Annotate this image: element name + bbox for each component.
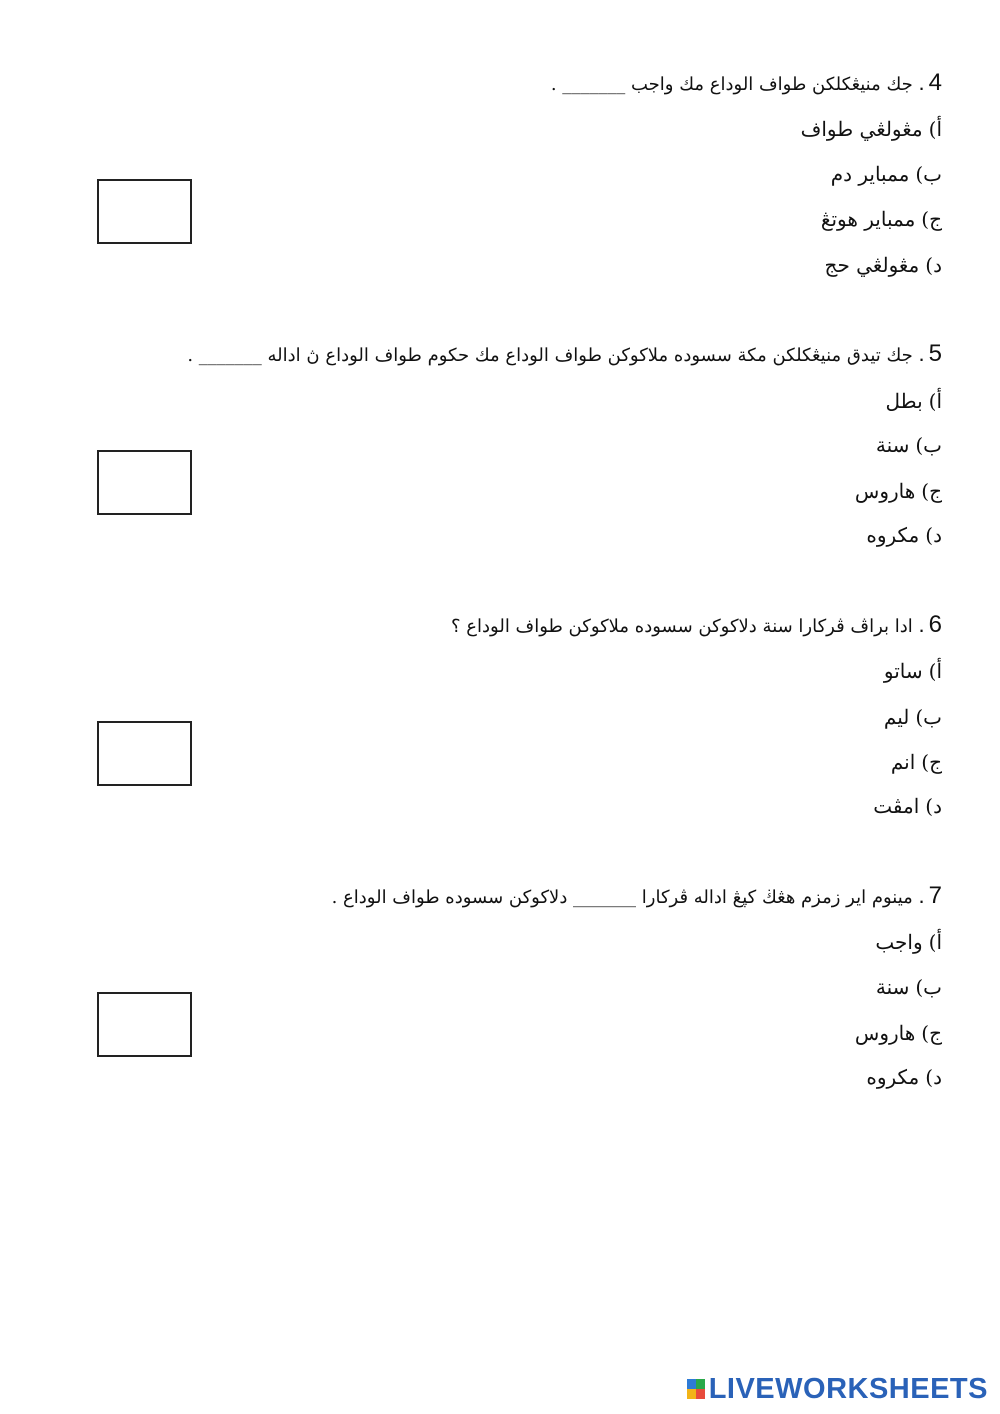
question-4-text: جك منيڠكلكن طواف الوداع مك واجب _______ . <box>550 74 913 95</box>
option-text: انم <box>890 750 916 774</box>
question-5-answer-box[interactable] <box>97 450 192 515</box>
question-4-answer-box[interactable] <box>97 179 192 244</box>
option-letter: ب) <box>915 975 942 999</box>
brand-text: LIVEWORKSHEETS <box>708 1372 988 1405</box>
option-letter: ج) <box>921 207 942 231</box>
question-4-text-line <box>551 68 942 98</box>
option-letter: أ) <box>928 389 942 413</box>
option-letter: ب) <box>915 705 942 729</box>
question-7-answer-box[interactable] <box>97 992 192 1057</box>
question-6-option-d <box>873 791 942 821</box>
option-text: ممباير هوتڠ <box>820 207 916 231</box>
question-4-option-a <box>801 114 942 144</box>
option-text: ليم <box>883 705 910 729</box>
option-text: واجب <box>875 930 923 954</box>
option-text: ساتو <box>883 659 923 683</box>
question-number-dot: . <box>918 883 925 908</box>
option-letter: أ) <box>928 930 942 954</box>
question-6-option-b <box>884 702 942 732</box>
question-6-text: ادا براڤ ڤركارا سنة دلاكوكن سسوده ملاكوكن طواف الوداع ؟ <box>451 616 913 637</box>
option-text: مكروه <box>866 1065 920 1089</box>
question-7-number: 7 <box>928 882 942 909</box>
option-text: هاروس <box>854 479 916 503</box>
question-7-option-a <box>875 927 942 957</box>
question-5-text-line <box>187 339 942 369</box>
question-5-option-b <box>876 430 942 460</box>
question-5-number: 5 <box>928 340 942 367</box>
question-4-option-b <box>831 159 942 189</box>
question-6-text-line <box>451 610 942 640</box>
question-5-option-a <box>886 386 942 416</box>
option-letter: د) <box>925 794 942 818</box>
question-7-option-b <box>876 972 942 1002</box>
question-number-dot: . <box>918 70 925 95</box>
question-7-text-line <box>332 881 942 911</box>
option-letter: ج) <box>921 479 942 503</box>
option-text: سنة <box>875 975 910 999</box>
question-number-dot: . <box>918 612 925 637</box>
question-6-option-a <box>884 656 942 686</box>
option-text: مڠولڠي طواف <box>800 117 923 141</box>
question-6-number: 6 <box>928 611 942 638</box>
option-letter: ب) <box>915 162 942 186</box>
option-text: هاروس <box>854 1021 916 1045</box>
option-letter: د) <box>925 1065 942 1089</box>
question-6-answer-box[interactable] <box>97 721 192 786</box>
question-5-option-d <box>866 520 942 550</box>
question-6-option-c <box>891 747 942 777</box>
liveworksheets-logo-icon <box>687 1379 705 1399</box>
question-4-option-d <box>825 250 942 280</box>
question-7-option-c <box>855 1018 942 1048</box>
question-number-dot: . <box>918 341 925 366</box>
liveworksheets-brand <box>687 1374 988 1404</box>
option-letter: د) <box>925 523 942 547</box>
option-text: ممباير دم <box>830 162 910 186</box>
option-text: امڤت <box>873 794 920 818</box>
question-4-number: 4 <box>928 69 942 96</box>
question-5-option-c <box>855 476 942 506</box>
option-text: بطل <box>885 389 923 413</box>
question-4-option-c <box>821 204 942 234</box>
question-5-text: جك تيدق منيڠكلكن مكة سسوده ملاكوكن طواف الوداع مك حكوم طواف الوداع ڽ اداله _______ . <box>187 345 913 366</box>
option-letter: أ) <box>928 117 942 141</box>
option-text: مكروه <box>866 523 920 547</box>
option-text: مڠولڠي حج <box>824 253 920 277</box>
question-7-option-d <box>866 1062 942 1092</box>
option-letter: أ) <box>928 659 942 683</box>
option-letter: د) <box>925 253 942 277</box>
question-7-text: مينوم اير زمزم هڠڬ كپڠ اداله ڤركارا _______ دلاكوكن سسوده طواف الوداع . <box>331 887 913 908</box>
option-letter: ب) <box>915 433 942 457</box>
option-letter: ج) <box>921 1021 942 1045</box>
option-letter: ج) <box>921 750 942 774</box>
option-text: سنة <box>875 433 910 457</box>
